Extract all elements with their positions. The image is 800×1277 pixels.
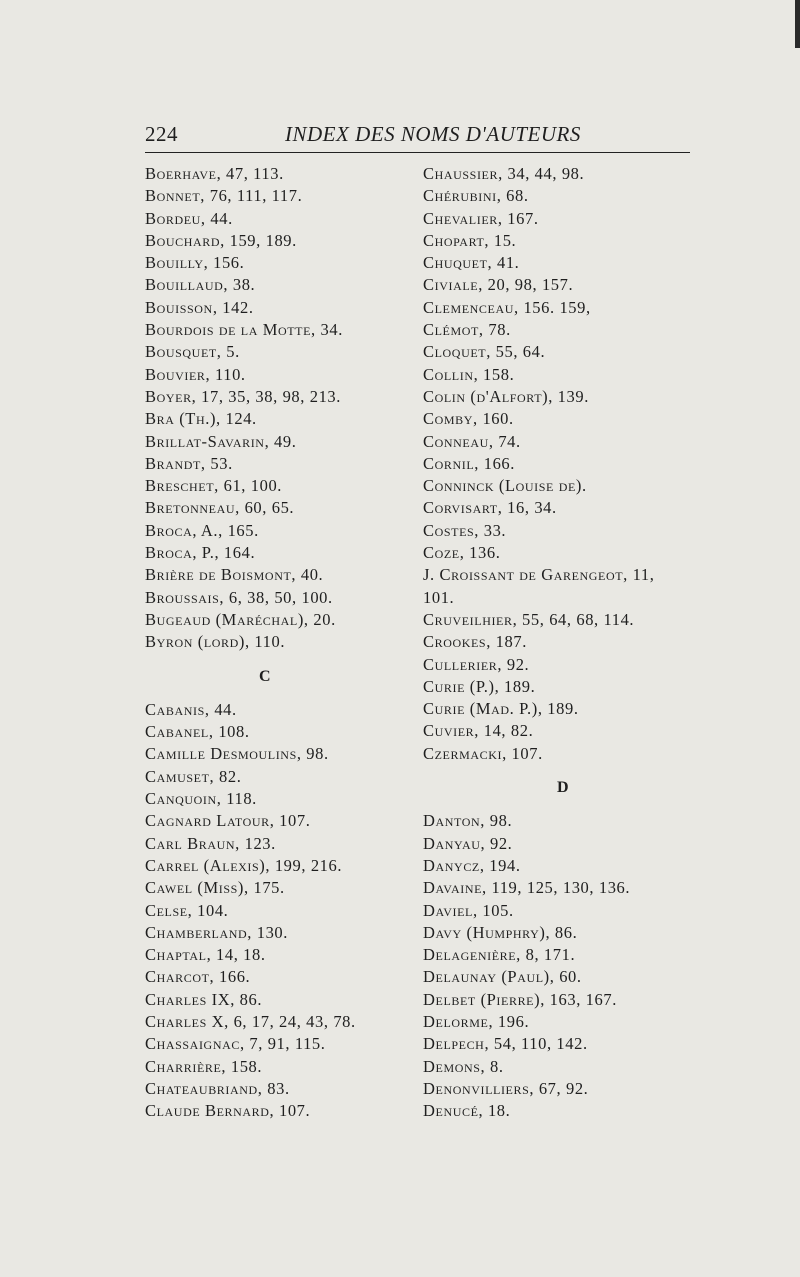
index-entry: Boyer, 17, 35, 38, 98, 213.: [145, 386, 341, 406]
section-heading-c: C: [258, 667, 272, 685]
index-entry: Curie (P.), 189.: [423, 676, 536, 696]
index-entry: Cabanel, 108.: [145, 722, 250, 742]
index-entry: Bonnet, 76, 111, 117.: [145, 186, 303, 206]
page-header: [145, 118, 690, 154]
entries-d-group: [423, 810, 793, 1122]
entries-b-group: [145, 163, 425, 654]
index-entry: Cornil, 166.: [423, 453, 515, 473]
index-entry: Comby, 160.: [423, 409, 514, 429]
index-entry: Cuvier, 14, 82.: [423, 721, 534, 741]
index-entry: Delagenière, 8, 171.: [423, 945, 576, 965]
index-entry: Costes, 33.: [423, 520, 507, 540]
index-entry: Breschet, 61, 100.: [145, 476, 283, 496]
index-entry: Colin (d'Alfort), 139.: [423, 386, 589, 406]
page-edge-shadow: [795, 0, 800, 48]
index-entry: Bordeu, 44.: [145, 208, 233, 228]
index-entry: Charles IX, 86.: [145, 989, 263, 1009]
index-entry: Chuquet, 41.: [423, 253, 520, 273]
index-entry: Delorme, 196.: [423, 1011, 530, 1031]
index-entry: Canquoin, 118.: [145, 789, 257, 809]
index-entry: Denucé, 18.: [423, 1101, 511, 1121]
index-entry: Danycz, 194.: [423, 855, 521, 875]
index-entry: J. Croissant de Garengeot, 11,: [423, 565, 655, 585]
index-entry: Bouchard, 159, 189.: [145, 230, 297, 250]
index-entry: Czermacki, 107.: [423, 743, 543, 763]
index-entry: Brandt, 53.: [145, 453, 233, 473]
index-entry: Danton, 98.: [423, 811, 513, 831]
index-entry: Coze, 136.: [423, 543, 501, 563]
index-entry: Cabanis, 44.: [145, 699, 237, 719]
index-entry: Charrière, 158.: [145, 1056, 263, 1076]
index-entry: Delbet (Pierre), 163, 167.: [423, 989, 617, 1009]
index-entry: Crookes, 187.: [423, 632, 527, 652]
index-entry: Carl Braun, 123.: [145, 833, 276, 853]
index-entry: Charles X, 6, 17, 24, 43, 78.: [145, 1011, 356, 1031]
index-entry: Celse, 104.: [145, 900, 229, 920]
index-entry: Brière de Boismont, 40.: [145, 565, 324, 585]
index-entry: Brillat-Savarin, 49.: [145, 431, 297, 451]
index-entry: Boerhave, 47, 113.: [145, 164, 284, 183]
running-title: INDEX DES NOMS D'AUTEURS: [285, 122, 581, 146]
index-entry: Clemenceau, 156. 159,: [423, 297, 591, 317]
index-entry: Bretonneau, 60, 65.: [145, 498, 295, 518]
index-entry: Byron (lord), 110.: [145, 632, 286, 652]
index-entry: Curie (Mad. P.), 189.: [423, 699, 579, 719]
index-entry: Denonvilliers, 67, 92.: [423, 1078, 589, 1098]
index-entry: Chérubini, 68.: [423, 186, 529, 206]
index-entry: Davy (Humphry), 86.: [423, 922, 578, 942]
entries-c-group: [145, 699, 425, 1123]
index-entry: Conneau, 74.: [423, 431, 521, 451]
index-entry: Broca, P., 164.: [145, 543, 256, 563]
index-entry: Cagnard Latour, 107.: [145, 811, 311, 831]
header-rule: [145, 152, 690, 153]
index-entry: Carrel (Alexis), 199, 216.: [145, 855, 343, 875]
index-entry: Charcot, 166.: [145, 967, 251, 987]
index-entry: Danyau, 92.: [423, 833, 513, 853]
index-entry: Bra (Th.), 124.: [145, 409, 257, 429]
index-entry: Chopart, 15.: [423, 230, 517, 250]
index-entry: Cullerier, 92.: [423, 654, 530, 674]
index-entry: 101.: [423, 587, 455, 607]
index-entry: Chaussier, 34, 44, 98.: [423, 164, 585, 183]
index-entry: Chassaignac, 7, 91, 115.: [145, 1034, 326, 1054]
index-entry: Delaunay (Paul), 60.: [423, 967, 582, 987]
index-entry: Claude Bernard, 107.: [145, 1101, 311, 1121]
index-entry: Chaptal, 14, 18.: [145, 945, 266, 965]
index-entry: Collin, 158.: [423, 364, 515, 384]
entries-c-continued-group: [423, 163, 793, 765]
index-entry: Bourdois de la Motte, 34.: [145, 320, 343, 340]
index-entry: Civiale, 20, 98, 157.: [423, 275, 574, 295]
index-entry: Camille Desmoulins, 98.: [145, 744, 329, 764]
index-entry: Cawel (Miss), 175.: [145, 878, 285, 898]
index-entry: Camuset, 82.: [145, 766, 242, 786]
index-entry: Daviel, 105.: [423, 900, 514, 920]
index-entry: Delpech, 54, 110, 142.: [423, 1034, 588, 1054]
index-entry: Bouisson, 142.: [145, 297, 254, 317]
index-entry: Chamberland, 130.: [145, 922, 288, 942]
index-entry: Demons, 8.: [423, 1056, 504, 1076]
index-column-left: [145, 163, 425, 1122]
index-entry: Chevalier, 167.: [423, 208, 539, 228]
index-entry: Davaine, 119, 125, 130, 136.: [423, 878, 631, 898]
index-entry: Bousquet, 5.: [145, 342, 240, 362]
index-entry: Corvisart, 16, 34.: [423, 498, 557, 518]
section-heading-d: D: [556, 779, 570, 797]
index-entry: Bugeaud (Maréchal), 20.: [145, 609, 336, 629]
page-number: 224: [145, 122, 178, 146]
index-entry: Broca, A., 165.: [145, 520, 259, 540]
index-entry: Cruveilhier, 55, 64, 68, 114.: [423, 609, 635, 629]
index-entry: Bouilly, 156.: [145, 253, 245, 273]
index-entry: Chateaubriand, 83.: [145, 1078, 290, 1098]
index-entry: Broussais, 6, 38, 50, 100.: [145, 587, 333, 607]
index-entry: Clémot, 78.: [423, 320, 511, 340]
index-entry: Bouvier, 110.: [145, 364, 246, 384]
index-entry: Conninck (Louise de).: [423, 476, 587, 496]
index-entry: Bouillaud, 38.: [145, 275, 256, 295]
index-entry: Cloquet, 55, 64.: [423, 342, 546, 362]
index-column-right: [423, 163, 793, 1122]
